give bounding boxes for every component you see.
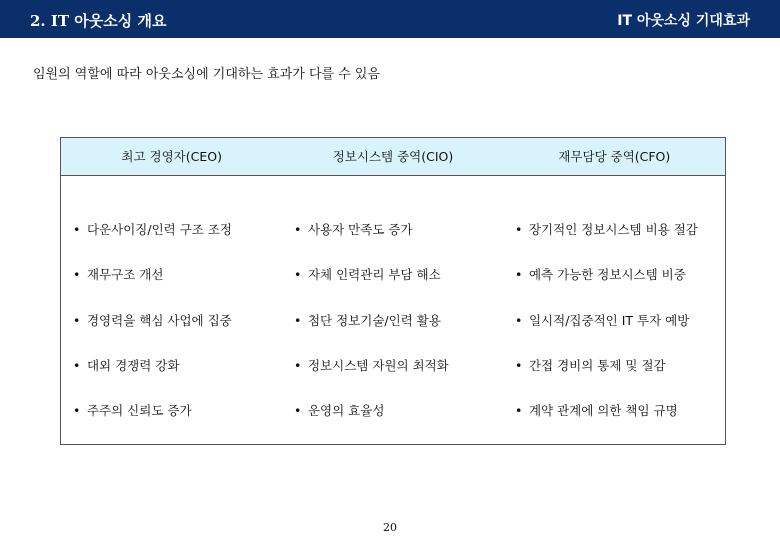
column-ceo [61, 175, 282, 445]
section-title [30, 10, 166, 31]
list-item: • 정보시스템 자원의 최적화 [294, 358, 449, 373]
list-item: • 운영의 효율성 [294, 403, 385, 418]
bullet-icon: • [294, 313, 302, 328]
bullet-icon: • [515, 358, 523, 373]
bullet-icon: • [73, 313, 81, 328]
header-cfo: 재무담당 중역(CFO) [558, 149, 671, 164]
slide-topic-prefix: IT [617, 13, 633, 29]
slide-subtitle: 임원의 역할에 따라 아웃소싱에 기대하는 효과가 다를 수 있음 [33, 67, 381, 82]
bullet-icon: • [294, 403, 302, 418]
column-cfo [503, 175, 724, 445]
list-item: • 사용자 만족도 증가 [294, 222, 413, 237]
section-title-text: 아웃소싱 개요 [69, 12, 167, 30]
list-item: • 대외 경쟁력 강화 [73, 358, 180, 373]
table-header-row [61, 138, 725, 176]
list-item: • 계약 관계에 의한 책임 규명 [515, 403, 678, 418]
bullet-icon: • [515, 313, 523, 328]
bullet-icon: • [73, 358, 81, 373]
bullet-icon: • [294, 222, 302, 237]
page-number: 20 [383, 521, 397, 534]
bullet-icon: • [515, 267, 523, 282]
header-bar [0, 0, 780, 38]
list-item: • 주주의 신뢰도 증가 [73, 403, 192, 418]
list-item: • 자체 인력관리 부담 해소 [294, 267, 441, 282]
list-item: • 다운사이징/인력 구조 조정 [73, 222, 232, 237]
bullet-icon: • [515, 222, 523, 237]
slide-topic-text: 아웃소싱 기대효과 [632, 13, 750, 29]
bullet-icon: • [294, 267, 302, 282]
list-item: • 첨단 정보기술/인력 활용 [294, 313, 441, 328]
list-item: • 예측 가능한 정보시스템 비중 [515, 267, 686, 282]
column-cio [282, 175, 503, 445]
slide-topic [617, 10, 750, 30]
list-item: • 간접 경비의 통제 및 절감 [515, 358, 666, 373]
bullet-icon: • [294, 358, 302, 373]
bullet-icon: • [515, 403, 523, 418]
list-item: • 일시적/집중적인 IT 투자 예방 [515, 313, 690, 328]
bullet-icon: • [73, 222, 81, 237]
expectation-table [60, 137, 726, 445]
list-item: • 장기적인 정보시스템 비용 절감 [515, 222, 698, 237]
list-item: • 재무구조 개선 [73, 267, 164, 282]
section-number: 2. IT [30, 12, 70, 30]
header-ceo: 최고 경영자(CEO) [121, 149, 222, 164]
bullet-icon: • [73, 403, 81, 418]
header-cio: 정보시스템 중역(CIO) [332, 149, 454, 164]
list-item: • 경영력을 핵심 사업에 집중 [73, 313, 232, 328]
bullet-icon: • [73, 267, 81, 282]
